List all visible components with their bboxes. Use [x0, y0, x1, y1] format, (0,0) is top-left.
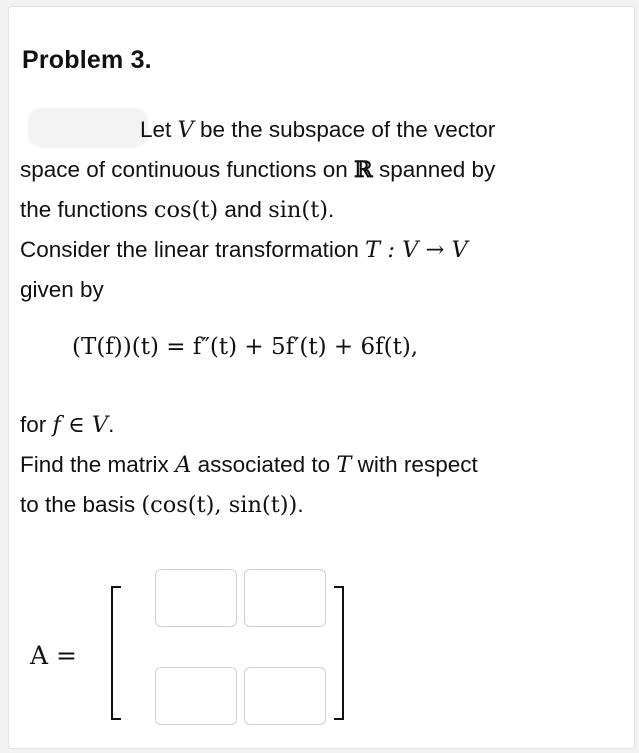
statement-line-1: Let V be the subspace of the vector — [140, 117, 496, 143]
statement-line-2: space of continuous functions on ℝ spanned by — [20, 157, 496, 183]
matrix-cell-2-2[interactable] — [244, 667, 326, 725]
matrix-left-bracket — [111, 586, 121, 720]
statement-line-5: given by — [20, 277, 104, 302]
matrix-cell-1-2[interactable] — [244, 569, 326, 627]
transformation-formula: (T(f))(t) = f″(t) + 5f′(t) + 6f(t), — [72, 334, 419, 360]
problem-statement — [20, 110, 620, 309]
matrix-cell-2-1[interactable] — [155, 667, 237, 725]
statement-line-4: Consider the linear transformation T : V → V — [20, 237, 468, 263]
statement-line-3: the functions cos(t) and sin(t). — [20, 197, 335, 223]
question-text — [20, 405, 620, 525]
problem-title: Problem 3. — [22, 46, 152, 74]
matrix-label: A = — [30, 641, 77, 670]
for-line: for f ∈ V. — [20, 412, 115, 438]
matrix-right-bracket — [334, 586, 344, 720]
find-line-1: Find the matrix A associated to T with respect — [20, 452, 478, 478]
matrix-cell-1-1[interactable] — [155, 569, 237, 627]
find-line-2: to the basis (cos(t), sin(t)). — [20, 492, 304, 518]
